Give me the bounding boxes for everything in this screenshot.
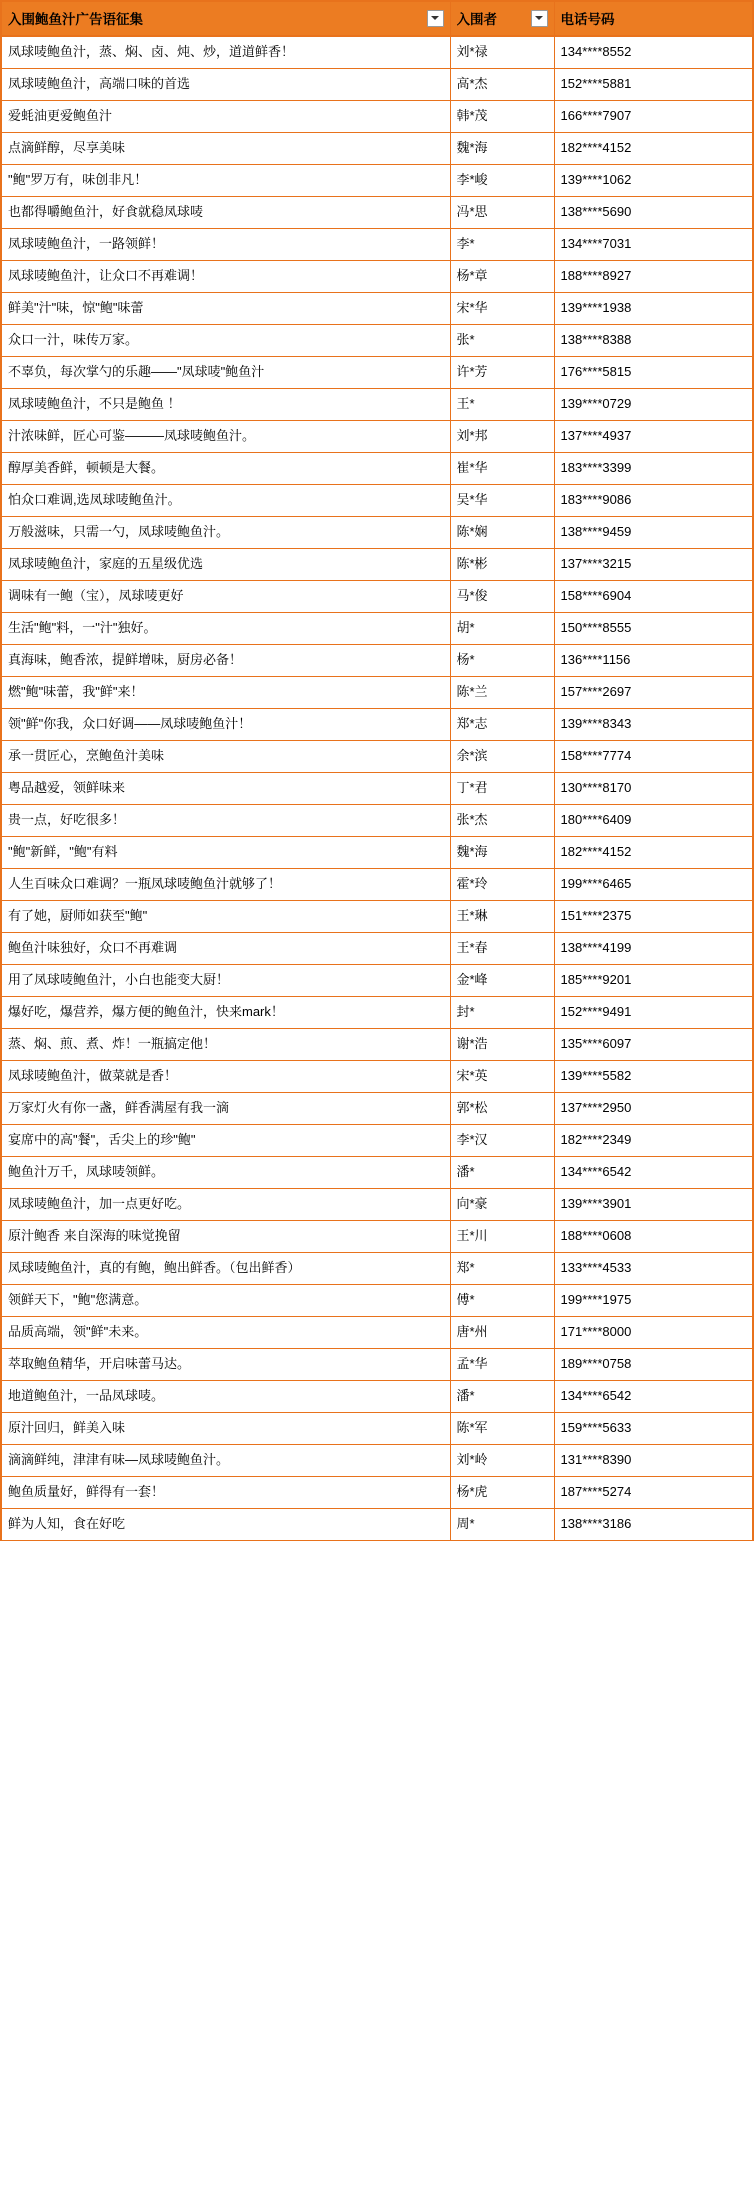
filter-dropdown-icon-name[interactable] (531, 10, 548, 27)
table-row[interactable] (2, 933, 752, 965)
cell-name[interactable]: 魏*海 (450, 133, 554, 165)
table-header-row (2, 2, 752, 36)
column-header-phone-label: 电话号码 (560, 12, 615, 27)
cell-name[interactable]: 胡* (450, 613, 554, 645)
cell-phone[interactable]: 139****5582 (554, 1061, 752, 1093)
table-row[interactable] (2, 1189, 752, 1221)
cell-phone[interactable]: 133****4533 (554, 1253, 752, 1285)
cell-slogan[interactable]: 点滴鲜醇，尽享美味 (2, 133, 450, 165)
cell-phone[interactable]: 134****7031 (554, 229, 752, 261)
table-row[interactable] (2, 293, 752, 325)
cell-slogan[interactable]: 爱蚝油更爱鲍鱼汁 (2, 101, 450, 133)
cell-name[interactable]: 陈*军 (450, 1413, 554, 1445)
table-row[interactable] (2, 869, 752, 901)
cell-name[interactable]: 金*峰 (450, 965, 554, 997)
cell-slogan[interactable]: 燃"鲍"味蕾，我"鲜"来！ (2, 677, 450, 709)
cell-name[interactable]: 刘*禄 (450, 36, 554, 69)
cell-phone[interactable]: 136****1156 (554, 645, 752, 677)
cell-name[interactable]: 韩*茂 (450, 101, 554, 133)
cell-slogan[interactable]: 众口一汁，味传万家。 (2, 325, 450, 357)
cell-slogan[interactable]: 鲜美"汁"味，惊"鲍"味蕾 (2, 293, 450, 325)
table-row[interactable] (2, 837, 752, 869)
cell-name[interactable]: 陈*彬 (450, 549, 554, 581)
cell-phone[interactable]: 182****4152 (554, 133, 752, 165)
cell-phone[interactable]: 138****3186 (554, 1509, 752, 1541)
table-row[interactable] (2, 581, 752, 613)
cell-name[interactable]: 吴*华 (450, 485, 554, 517)
cell-slogan[interactable]: 粤品越爱，领鲜味来 (2, 773, 450, 805)
cell-name[interactable]: 杨*虎 (450, 1477, 554, 1509)
cell-slogan[interactable]: 用了凤球唛鲍鱼汁，小白也能变大厨！ (2, 965, 450, 997)
cell-slogan[interactable]: "鲍"罗万有，味创非凡！ (2, 165, 450, 197)
cell-name[interactable]: 张* (450, 325, 554, 357)
cell-name[interactable]: 宋*英 (450, 1061, 554, 1093)
table-row[interactable] (2, 1253, 752, 1285)
cell-name[interactable]: 向*豪 (450, 1189, 554, 1221)
cell-slogan[interactable]: 蒸、焖、煎、煮、炸！一瓶搞定他！ (2, 1029, 450, 1061)
cell-slogan[interactable]: 品质高端，领"鲜"未来。 (2, 1317, 450, 1349)
cell-phone[interactable]: 152****9491 (554, 997, 752, 1029)
table-header (2, 2, 752, 36)
cell-phone[interactable]: 138****8388 (554, 325, 752, 357)
cell-name[interactable]: 陈*兰 (450, 677, 554, 709)
cell-phone[interactable]: 157****2697 (554, 677, 752, 709)
cell-slogan[interactable]: 鲜为人知，食在好吃 (2, 1509, 450, 1541)
cell-phone[interactable]: 139****0729 (554, 389, 752, 421)
cell-slogan[interactable]: 凤球唛鲍鱼汁，家庭的五星级优选 (2, 549, 450, 581)
table-row[interactable] (2, 421, 752, 453)
table-row[interactable] (2, 1125, 752, 1157)
cell-phone[interactable]: 158****7774 (554, 741, 752, 773)
cell-phone[interactable]: 189****0758 (554, 1349, 752, 1381)
cell-phone[interactable]: 137****4937 (554, 421, 752, 453)
table-row[interactable] (2, 1317, 752, 1349)
cell-phone[interactable]: 138****9459 (554, 517, 752, 549)
cell-slogan[interactable]: 万般滋味，只需一勺，凤球唛鲍鱼汁。 (2, 517, 450, 549)
table-row[interactable] (2, 709, 752, 741)
cell-slogan[interactable]: 领鲜天下，"鲍"您满意。 (2, 1285, 450, 1317)
cell-phone[interactable]: 199****1975 (554, 1285, 752, 1317)
cell-phone[interactable]: 131****8390 (554, 1445, 752, 1477)
cell-slogan[interactable]: 爆好吃，爆营养，爆方便的鲍鱼汁，快来mark！ (2, 997, 450, 1029)
cell-name[interactable]: 李* (450, 229, 554, 261)
cell-slogan[interactable]: 不辜负，每次掌勺的乐趣——"凤球唛"鲍鱼汁 (2, 357, 450, 389)
cell-phone[interactable]: 139****8343 (554, 709, 752, 741)
cell-name[interactable]: 陈*娴 (450, 517, 554, 549)
table-row[interactable] (2, 69, 752, 101)
filter-dropdown-icon-slogan[interactable] (427, 10, 444, 27)
cell-slogan[interactable]: 承一贯匠心，烹鲍鱼汁美味 (2, 741, 450, 773)
cell-name[interactable]: 崔*华 (450, 453, 554, 485)
cell-slogan[interactable]: 凤球唛鲍鱼汁，加一点更好吃。 (2, 1189, 450, 1221)
cell-phone[interactable]: 138****4199 (554, 933, 752, 965)
cell-slogan[interactable]: 鲍鱼汁味独好，众口不再难调 (2, 933, 450, 965)
cell-name[interactable]: 郑* (450, 1253, 554, 1285)
cell-phone[interactable]: 135****6097 (554, 1029, 752, 1061)
table-row[interactable] (2, 901, 752, 933)
cell-slogan[interactable]: 怕众口难调,选凤球唛鲍鱼汁。 (2, 485, 450, 517)
cell-name[interactable]: 杨*章 (450, 261, 554, 293)
cell-phone[interactable]: 199****6465 (554, 869, 752, 901)
table-row[interactable] (2, 357, 752, 389)
cell-phone[interactable]: 137****3215 (554, 549, 752, 581)
cell-slogan[interactable]: 生活"鲍"料，一"汁"独好。 (2, 613, 450, 645)
table-row[interactable] (2, 613, 752, 645)
table-row[interactable] (2, 549, 752, 581)
cell-name[interactable]: 王*春 (450, 933, 554, 965)
cell-slogan[interactable]: 醇厚美香鲜，顿顿是大餐。 (2, 453, 450, 485)
cell-slogan[interactable]: 鲍鱼汁万千，凤球唛领鲜。 (2, 1157, 450, 1189)
cell-name[interactable]: 封* (450, 997, 554, 1029)
column-header-name-label: 入围者 (456, 12, 497, 27)
cell-slogan[interactable]: 凤球唛鲍鱼汁，做菜就是香！ (2, 1061, 450, 1093)
cell-slogan[interactable]: 原汁回归，鲜美入味 (2, 1413, 450, 1445)
cell-name[interactable]: 霍*玲 (450, 869, 554, 901)
cell-name[interactable]: 马*俊 (450, 581, 554, 613)
cell-slogan[interactable]: 人生百味众口难调？一瓶凤球唛鲍鱼汁就够了！ (2, 869, 450, 901)
table-row[interactable] (2, 1157, 752, 1189)
cell-slogan[interactable]: "鲍"新鲜，"鲍"有料 (2, 837, 450, 869)
cell-name[interactable]: 郑*志 (450, 709, 554, 741)
cell-phone[interactable]: 183****9086 (554, 485, 752, 517)
table-row[interactable] (2, 1349, 752, 1381)
cell-phone[interactable]: 183****3399 (554, 453, 752, 485)
cell-name[interactable]: 杨* (450, 645, 554, 677)
table-row[interactable] (2, 261, 752, 293)
table-row[interactable] (2, 1445, 752, 1477)
cell-phone[interactable]: 180****6409 (554, 805, 752, 837)
cell-slogan[interactable]: 凤球唛鲍鱼汁，高端口味的首选 (2, 69, 450, 101)
table-row[interactable] (2, 36, 752, 69)
cell-name[interactable]: 高*杰 (450, 69, 554, 101)
cell-phone[interactable]: 139****1062 (554, 165, 752, 197)
cell-name[interactable]: 潘* (450, 1157, 554, 1189)
cell-slogan[interactable]: 有了她，厨师如获至"鲍" (2, 901, 450, 933)
cell-name[interactable]: 王*川 (450, 1221, 554, 1253)
table-row[interactable] (2, 1221, 752, 1253)
cell-slogan[interactable]: 真海味，鲍香浓，提鲜增味，厨房必备！ (2, 645, 450, 677)
cell-slogan[interactable]: 凤球唛鲍鱼汁，让众口不再难调！ (2, 261, 450, 293)
table-row[interactable] (2, 229, 752, 261)
table-row[interactable] (2, 997, 752, 1029)
table-row[interactable] (2, 133, 752, 165)
cell-phone[interactable]: 152****5881 (554, 69, 752, 101)
cell-slogan[interactable]: 领"鲜"你我，众口好调——凤球唛鲍鱼汁！ (2, 709, 450, 741)
cell-slogan[interactable]: 滴滴鲜纯，津津有味—凤球唛鲍鱼汁。 (2, 1445, 450, 1477)
column-header-slogan-label: 入围鲍鱼汁广告语征集 (8, 12, 143, 27)
cell-slogan[interactable]: 凤球唛鲍鱼汁，一路领鲜！ (2, 229, 450, 261)
cell-slogan[interactable]: 宴席中的高"餐"，舌尖上的珍"鲍" (2, 1125, 450, 1157)
cell-phone[interactable]: 139****3901 (554, 1189, 752, 1221)
cell-phone[interactable]: 130****8170 (554, 773, 752, 805)
cell-phone[interactable]: 150****8555 (554, 613, 752, 645)
column-header-name[interactable] (450, 2, 554, 36)
cell-phone[interactable]: 176****5815 (554, 357, 752, 389)
table-row[interactable] (2, 741, 752, 773)
cell-name[interactable]: 余*滨 (450, 741, 554, 773)
table-row[interactable] (2, 1061, 752, 1093)
cell-phone[interactable]: 187****5274 (554, 1477, 752, 1509)
cell-phone[interactable]: 139****1938 (554, 293, 752, 325)
cell-name[interactable]: 李*汉 (450, 1125, 554, 1157)
cell-phone[interactable]: 159****5633 (554, 1413, 752, 1445)
table-row[interactable] (2, 773, 752, 805)
table-body (2, 36, 752, 1541)
cell-name[interactable]: 傅* (450, 1285, 554, 1317)
cell-phone[interactable]: 158****6904 (554, 581, 752, 613)
cell-name[interactable]: 孟*华 (450, 1349, 554, 1381)
table-row[interactable] (2, 1029, 752, 1061)
cell-phone[interactable]: 137****2950 (554, 1093, 752, 1125)
cell-phone[interactable]: 182****4152 (554, 837, 752, 869)
cell-name[interactable]: 王*琳 (450, 901, 554, 933)
table-row[interactable] (2, 453, 752, 485)
cell-name[interactable]: 冯*思 (450, 197, 554, 229)
cell-phone[interactable]: 134****6542 (554, 1157, 752, 1189)
cell-slogan[interactable]: 万家灯火有你一盏，鲜香满屋有我一滴 (2, 1093, 450, 1125)
cell-phone[interactable]: 188****8927 (554, 261, 752, 293)
cell-phone[interactable]: 171****8000 (554, 1317, 752, 1349)
table-row[interactable] (2, 1285, 752, 1317)
cell-slogan[interactable]: 也都得嚼鲍鱼汁，好食就稳凤球唛 (2, 197, 450, 229)
cell-name[interactable]: 潘* (450, 1381, 554, 1413)
cell-phone[interactable]: 134****6542 (554, 1381, 752, 1413)
cell-slogan[interactable]: 凤球唛鲍鱼汁，不只是鲍鱼 ！ (2, 389, 450, 421)
table-row[interactable] (2, 1477, 752, 1509)
cell-phone[interactable]: 182****2349 (554, 1125, 752, 1157)
cell-name[interactable]: 丁*君 (450, 773, 554, 805)
cell-slogan[interactable]: 凤球唛鲍鱼汁，真的有鲍，鲍出鲜香。（包出鲜香） (2, 1253, 450, 1285)
cell-name[interactable]: 唐*州 (450, 1317, 554, 1349)
cell-name[interactable]: 魏*海 (450, 837, 554, 869)
cell-name[interactable]: 宋*华 (450, 293, 554, 325)
cell-name[interactable]: 李*峻 (450, 165, 554, 197)
table-row[interactable] (2, 1509, 752, 1541)
cell-name[interactable]: 许*芳 (450, 357, 554, 389)
table-row[interactable] (2, 197, 752, 229)
entries-table (2, 2, 752, 1541)
table-row[interactable] (2, 1093, 752, 1125)
cell-slogan[interactable]: 调味有一鲍（宝），凤球唛更好 (2, 581, 450, 613)
cell-name[interactable]: 谢*浩 (450, 1029, 554, 1061)
table-row[interactable] (2, 805, 752, 837)
cell-slogan[interactable]: 原汁鲍香 来自深海的味觉挽留 (2, 1221, 450, 1253)
cell-name[interactable]: 周* (450, 1509, 554, 1541)
table-row[interactable] (2, 1381, 752, 1413)
table-row[interactable] (2, 485, 752, 517)
table-row[interactable] (2, 389, 752, 421)
table-row[interactable] (2, 645, 752, 677)
cell-slogan[interactable]: 萃取鲍鱼精华，开启味蕾马达。 (2, 1349, 450, 1381)
cell-phone[interactable]: 134****8552 (554, 36, 752, 69)
table-row[interactable] (2, 101, 752, 133)
cell-name[interactable]: 郭*松 (450, 1093, 554, 1125)
table-row[interactable] (2, 165, 752, 197)
cell-name[interactable]: 刘*邦 (450, 421, 554, 453)
table-row[interactable] (2, 325, 752, 357)
cell-name[interactable]: 刘*岭 (450, 1445, 554, 1477)
column-header-slogan[interactable] (2, 2, 450, 36)
table-row[interactable] (2, 965, 752, 997)
column-header-phone[interactable] (554, 2, 752, 36)
cell-slogan[interactable]: 鲍鱼质量好，鲜得有一套！ (2, 1477, 450, 1509)
cell-phone[interactable]: 188****0608 (554, 1221, 752, 1253)
cell-name[interactable]: 王* (450, 389, 554, 421)
table-row[interactable] (2, 1413, 752, 1445)
table-row[interactable] (2, 677, 752, 709)
cell-slogan[interactable]: 汁浓味鲜，匠心可鉴———凤球唛鲍鱼汁。 (2, 421, 450, 453)
cell-slogan[interactable]: 凤球唛鲍鱼汁，蒸、焖、卤、炖、炒，道道鲜香！ (2, 36, 450, 69)
cell-phone[interactable]: 151****2375 (554, 901, 752, 933)
cell-name[interactable]: 张*杰 (450, 805, 554, 837)
cell-slogan[interactable]: 地道鲍鱼汁，一品凤球唛。 (2, 1381, 450, 1413)
cell-phone[interactable]: 185****9201 (554, 965, 752, 997)
cell-phone[interactable]: 138****5690 (554, 197, 752, 229)
cell-slogan[interactable]: 贵一点，好吃很多！ (2, 805, 450, 837)
cell-phone[interactable]: 166****7907 (554, 101, 752, 133)
table-row[interactable] (2, 517, 752, 549)
